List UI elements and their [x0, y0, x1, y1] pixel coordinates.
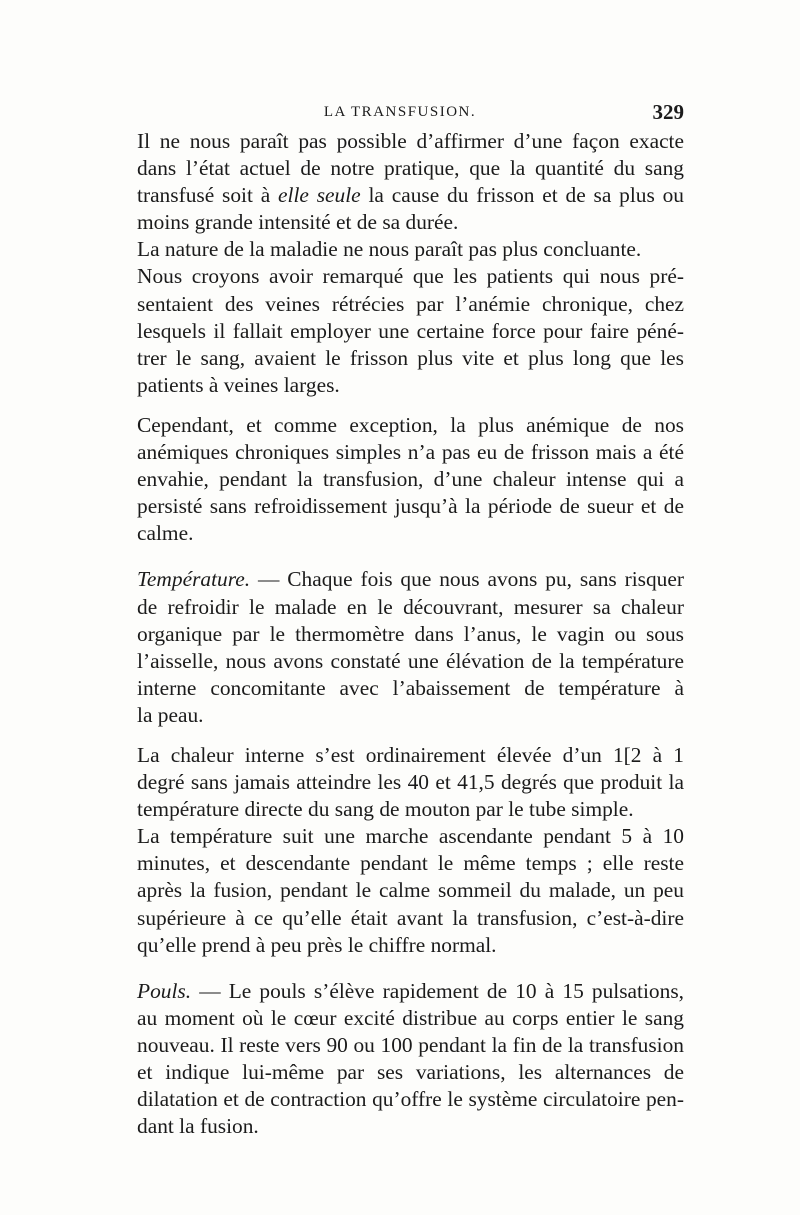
paragraph-line: supérieure à ce qu’elle était avant la transfusion, c’est-à-dire — [137, 905, 684, 930]
paragraph-line: nouveau. Il reste vers 90 ou 100 pendant la fin de la transfusion — [137, 1032, 684, 1057]
paragraph-line: minutes, et descendante pendant le même temps ; elle reste — [137, 851, 684, 876]
paragraph-line: Nous croyons avoir remarqué que les patients qui nous pré- — [137, 264, 684, 289]
paragraph-line: Il ne nous paraît pas possible d’affirmer d’une façon exacte — [137, 129, 684, 153]
paragraph-line: Cependant, et comme exception, la plus anémique de nos — [137, 412, 684, 437]
paragraph-line: organique par le thermomètre dans l’anus, le vagin ou sous — [137, 621, 684, 646]
paragraph-line: La chaleur interne s’est ordinairement élevée d’un 1[2 à 1 — [137, 742, 684, 767]
paragraph-line — [116, 566, 684, 593]
emphasis-text: elle seule — [278, 183, 361, 208]
paragraph-line: qu’elle prend à peu près le chiffre normal. — [137, 932, 497, 957]
paragraph-line-text: — Le pouls s’élève rapidement de 10 à 15 pulsations, — [191, 978, 684, 1003]
paragraph-line: la peau. — [137, 702, 204, 727]
paragraph-3 — [116, 263, 684, 398]
paragraph-line: transfusé soit à elle seule la cause du frisson et de sa plus ou — [137, 183, 684, 208]
paragraph-gap — [116, 547, 684, 566]
section-lead-pouls: Pouls. — [137, 978, 192, 1003]
paragraph-4 — [116, 412, 684, 547]
paragraph-line: sentaient des veines rétrécies par l’anémie chronique, chez — [137, 291, 684, 316]
paragraph-line: moins grande intensité et de sa durée. — [137, 210, 459, 235]
paragraph-line: l’aisselle, nous avons constaté une élévation de la température — [137, 648, 684, 673]
paragraph-line: interne concomitante avec l’abaissement de température à — [137, 675, 684, 700]
paragraph-temperature — [116, 566, 684, 729]
paragraph-gap — [116, 729, 684, 742]
body-text — [116, 128, 684, 1140]
paragraph-1 — [116, 128, 684, 236]
paragraph-line: et indique lui-même par ses variations, les alternances de — [137, 1060, 684, 1084]
paragraph-line: dant la fusion. — [137, 1114, 259, 1139]
paragraph-pouls — [116, 978, 684, 1141]
paragraph-line: calme. — [137, 521, 194, 546]
paragraph-line: patients à veines larges. — [137, 372, 340, 397]
paragraph-line: envahie, pendant la transfusion, d’une chaleur intense qui a — [137, 467, 684, 492]
paragraph-line: température directe du sang de mouton par le tube simple. — [137, 797, 634, 822]
paragraph-line: de refroidir le malade en le découvrant, mesurer sa chaleur — [137, 594, 684, 619]
paragraph-7 — [116, 823, 684, 958]
page-header — [116, 98, 684, 126]
paragraph-line: dilatation et de contraction qu’offre le système circulatoire pen- — [137, 1087, 684, 1112]
paragraph-line: après la fusion, pendant le calme sommeil du malade, un peu — [137, 878, 684, 903]
paragraph-line — [116, 978, 684, 1005]
paragraph-line: au moment où le cœur excité distribue au corps entier le sang — [137, 1005, 684, 1030]
running-title: LA TRANSFUSION. — [323, 104, 477, 120]
paragraph-line: trer le sang, avaient le frisson plus vite et plus long que les — [137, 345, 684, 370]
paragraph-2 — [116, 236, 684, 263]
paragraph-line-text: — Chaque fois que nous avons pu, sans risquer — [250, 567, 684, 592]
paragraph-gap — [116, 399, 684, 412]
paragraph-line: persisté sans refroidissement jusqu’à la période de sueur et de — [137, 494, 684, 519]
paragraph-line: dans l’état actuel de notre pratique, que la quantité du sang — [137, 156, 684, 181]
paragraph-gap — [116, 959, 684, 978]
paragraph-6 — [116, 742, 684, 823]
page-number: 329 — [652, 100, 684, 124]
paragraph-line: lesquels il fallait employer une certaine force pour faire péné- — [137, 318, 684, 343]
section-lead-temperature: Température. — [137, 567, 251, 592]
paragraph-line: degré sans jamais atteindre les 40 et 41,5 degrés que produit la — [137, 770, 684, 795]
paragraph-line: La température suit une marche ascendante pendant 5 à 10 — [137, 824, 684, 849]
paragraph-line: La nature de la maladie ne nous paraît pas plus concluante. — [137, 237, 642, 262]
paragraph-line: anémiques chroniques simples n’a pas eu de frisson mais a été — [137, 440, 684, 465]
